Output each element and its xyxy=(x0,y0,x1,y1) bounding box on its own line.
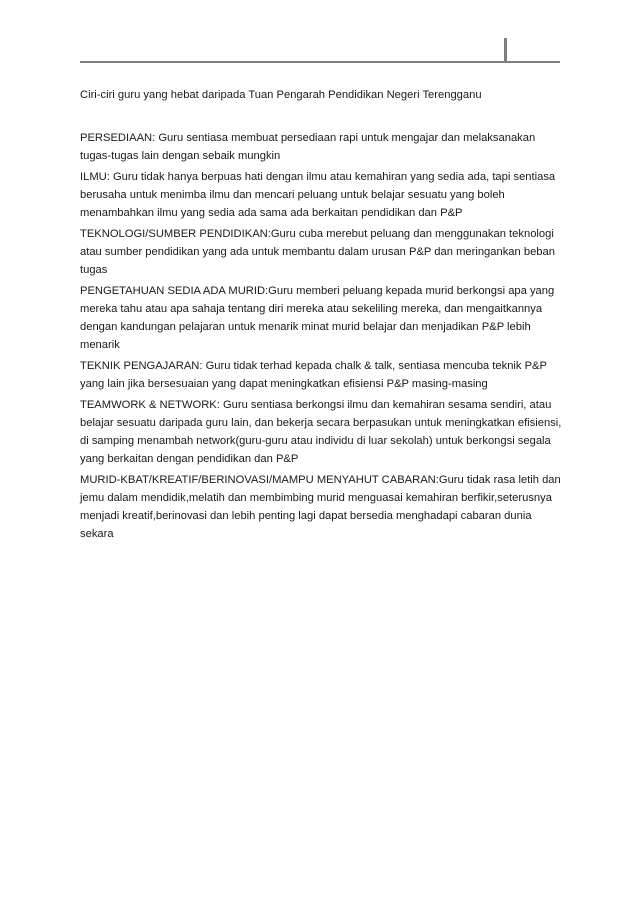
paragraph-murid-kbat: MURID-KBAT/KREATIF/BERINOVASI/MAMPU MENYAHUT CABARAN:Guru tidak rasa letih dan jemu dalam mendidik,melatih dan membimbing murid menguasai kemahiran berfikir,seterusnya menjadi kreatif,berinovasi dan lebih penting lagi dapat bersedia menghadapi cabaran dunia sekara xyxy=(80,474,561,540)
paragraph-persediaan: PERSEDIAAN: Guru sentiasa membuat persediaan rapi untuk mengajar dan melaksanakan tugas-tugas lain dengan sebaik mungkin xyxy=(80,132,536,162)
header-tick xyxy=(504,38,507,62)
paragraph-ilmu: ILMU: Guru tidak hanya berpuas hati dengan ilmu atau kemahiran yang sedia ada, tapi sentiasa berusaha untuk menimba ilmu dan mencari peluang untuk belajar sesuatu yang boleh menambahkan ilmu yang sedia ada sama ada berkaitan pendidikan dan P&P xyxy=(80,171,556,219)
paragraph-teknik: TEKNIK PENGAJARAN: Guru tidak terhad kepada chalk & talk, sentiasa mencuba teknik P&P yang lain jika bersesuaian yang dapat meningkatkan efisiensi P&P masing-masing xyxy=(80,360,547,390)
document-body xyxy=(80,86,564,546)
paragraph-teamwork: TEAMWORK & NETWORK: Guru sentiasa berkongsi ilmu dan kemahiran sesama sendiri, atau belajar sesuatu daripada guru lain, dan bekerja secara berpasukan untuk meningkatkan efisiensi, di samping menambah network(guru-guru atau individu di luar sekolah) untuk berkongsi segala yang berkaitan dengan pendidikan dan P&P xyxy=(80,399,562,465)
paragraph-pengetahuan: PENGETAHUAN SEDIA ADA MURID:Guru memberi peluang kepada murid berkongsi apa yang mereka tahu atau apa sahaja tentang diri mereka atau sekeliling mereka, dan mengaitkannya dengan kandungan pelajaran untuk menarik minat murid belajar dan menjadikan P&P lebih menarik xyxy=(80,285,555,351)
document-title: Ciri-ciri guru yang hebat daripada Tuan Pengarah Pendidikan Negeri Terengganu xyxy=(80,89,482,101)
paragraph-teknologi: TEKNOLOGI/SUMBER PENDIDIKAN:Guru cuba merebut peluang dan menggunakan teknologi atau sumber pendidikan yang ada untuk membantu dalam urusan P&P dan meringankan beban tugas xyxy=(80,228,555,276)
header-rule xyxy=(80,61,560,63)
